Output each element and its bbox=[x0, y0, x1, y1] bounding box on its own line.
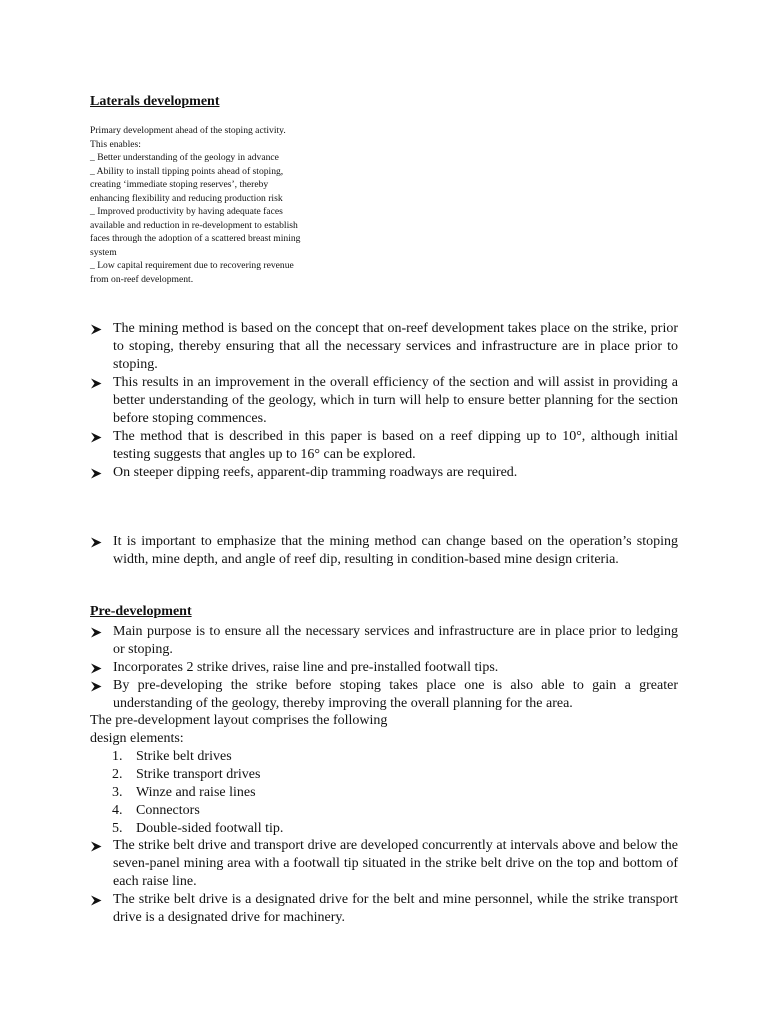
laterals-line: Primary development ahead of the stoping activity. bbox=[90, 125, 286, 136]
list-item bbox=[112, 784, 412, 802]
list-item-text: Strike transport drives bbox=[136, 767, 261, 782]
bullet-text: It is important to emphasize that the mining method can change based on the operation’s stoping width, mine depth, and angle of reef dip, resulting in condition-based mine design criteria. bbox=[113, 534, 678, 567]
arrow-bullet-icon bbox=[90, 428, 104, 446]
paragraph-line: design elements: bbox=[90, 731, 184, 746]
predevelopment-heading: Pre-development bbox=[90, 604, 192, 619]
bullet-text: Main purpose is to ensure all the necessary services and infrastructure are in place prior to ledging or stoping. bbox=[113, 624, 678, 657]
bullet-text: By pre-developing the strike before stoping takes place one is also able to gain a greater understanding of the geology, thereby improving the overall planning for the area. bbox=[113, 678, 678, 711]
list-item bbox=[90, 464, 678, 482]
drives-bullet-list bbox=[90, 837, 678, 927]
bullet-text: The strike belt drive and transport drive are developed concurrently at intervals above and below the seven-panel mining area with a footwall tip situated in the strike belt drive on the top and bottom of each raise line. bbox=[113, 838, 678, 889]
emphasis-bullet-list bbox=[90, 533, 678, 569]
arrow-bullet-icon bbox=[90, 320, 104, 338]
laterals-line: from on-reef development. bbox=[90, 273, 194, 285]
list-item bbox=[112, 766, 412, 784]
laterals-heading: Laterals development bbox=[90, 94, 220, 109]
arrow-bullet-icon bbox=[90, 837, 104, 855]
arrow-bullet-icon bbox=[90, 374, 104, 392]
bullet-text: This results in an improvement in the overall efficiency of the section and will assist in providing a better understanding of the geology, which in turn will help to ensure better planning for the section before stoping commences. bbox=[113, 375, 678, 426]
method-bullet-list bbox=[90, 320, 678, 482]
laterals-line: system bbox=[90, 246, 117, 258]
arrow-bullet-icon bbox=[90, 623, 104, 641]
list-number: 3. bbox=[112, 785, 123, 800]
arrow-bullet-icon bbox=[90, 677, 104, 695]
laterals-line: faces through the adoption of a scattered breast mining bbox=[90, 233, 301, 244]
arrow-bullet-icon bbox=[90, 891, 104, 909]
predevelopment-bullet-list bbox=[90, 623, 678, 713]
list-item bbox=[90, 428, 678, 464]
laterals-line: available and reduction in re-development to establish bbox=[90, 219, 298, 231]
list-item bbox=[90, 320, 678, 374]
laterals-line: creating ‘immediate stoping reserves’, thereby bbox=[90, 179, 269, 190]
list-item bbox=[90, 533, 678, 569]
bullet-text: Incorporates 2 strike drives, raise line and pre-installed footwall tips. bbox=[113, 660, 499, 675]
bullet-text: The method that is described in this paper is based on a reef dipping up to 10°, although initial testing suggests that angles up to 16° can be explored. bbox=[113, 429, 678, 462]
list-item bbox=[90, 677, 678, 713]
arrow-bullet-icon bbox=[90, 659, 104, 677]
list-item bbox=[90, 623, 678, 659]
bullet-text: The mining method is based on the concept that on-reef development takes place on the strike, prior to stoping, thereby ensuring that all the necessary services and infrastructure are in place prior to stoping. bbox=[113, 321, 678, 372]
list-item-text: Strike belt drives bbox=[136, 749, 232, 764]
list-item bbox=[90, 659, 678, 677]
bullet-text: The strike belt drive is a designated drive for the belt and mine personnel, while the strike transport drive is a designated drive for machinery. bbox=[113, 892, 678, 925]
laterals-line: enhancing flexibility and reducing production risk bbox=[90, 192, 283, 204]
arrow-bullet-icon bbox=[90, 464, 104, 482]
laterals-line: This enables: bbox=[90, 138, 141, 150]
list-number: 1. bbox=[112, 749, 123, 764]
list-item bbox=[90, 891, 678, 927]
list-number: 4. bbox=[112, 803, 123, 818]
list-item bbox=[90, 374, 678, 428]
laterals-line: _ Ability to install tipping points ahead of stoping, bbox=[90, 165, 284, 177]
laterals-summary bbox=[90, 124, 350, 286]
laterals-line: _ Better understanding of the geology in advance bbox=[90, 152, 279, 163]
bullet-text: On steeper dipping reefs, apparent-dip tramming roadways are required. bbox=[113, 465, 518, 480]
arrow-bullet-icon bbox=[90, 533, 104, 551]
laterals-line: _ Improved productivity by having adequate faces bbox=[90, 206, 283, 217]
list-item-text: Winze and raise lines bbox=[136, 785, 256, 800]
list-item-text: Connectors bbox=[136, 803, 200, 818]
list-number: 5. bbox=[112, 821, 123, 836]
list-item bbox=[90, 837, 678, 891]
list-item bbox=[112, 802, 412, 820]
laterals-line: _ Low capital requirement due to recovering revenue bbox=[90, 260, 294, 271]
list-number: 2. bbox=[112, 767, 123, 782]
design-elements-list bbox=[112, 748, 412, 838]
paragraph-line: The pre-development layout comprises the following bbox=[90, 713, 388, 728]
list-item-text: Double-sided footwall tip. bbox=[136, 821, 284, 836]
layout-paragraph bbox=[90, 712, 678, 748]
list-item bbox=[112, 820, 412, 838]
list-item bbox=[112, 748, 412, 766]
